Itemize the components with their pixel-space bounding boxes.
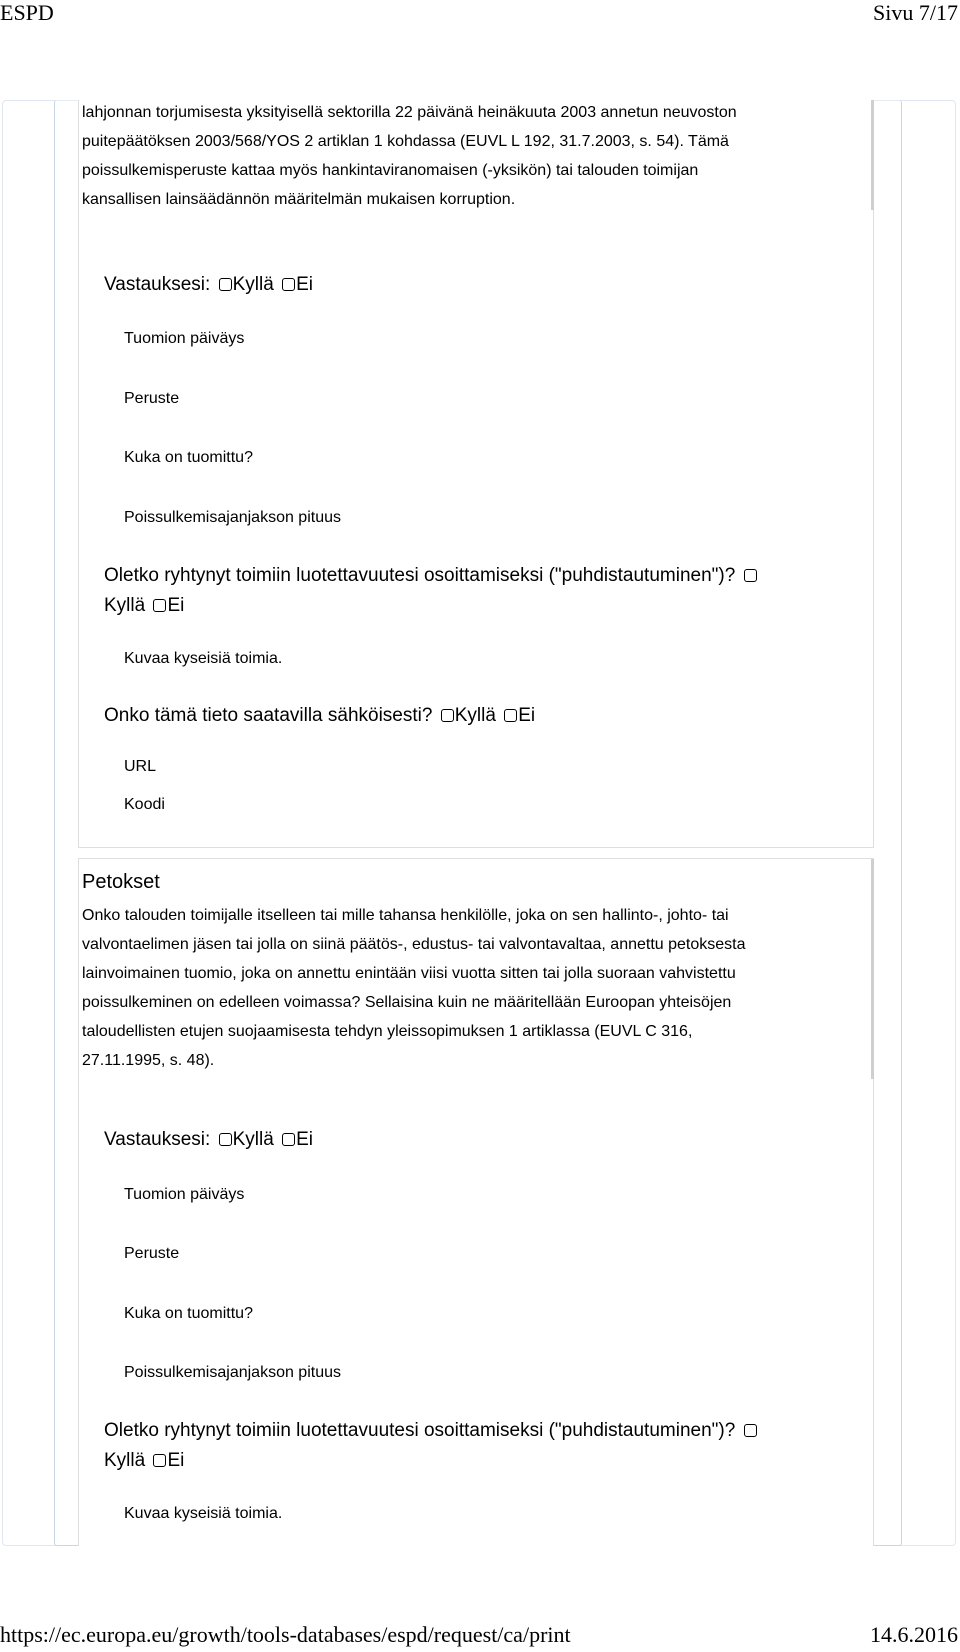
field-exclusion-period: Poissulkemisajanjakson pituus [124, 509, 341, 526]
field-code: Koodi [124, 796, 165, 813]
self-cleaning-label: Oletko ryhtynyt toimiin luotettavuutesi osoittamiseksi ("puhdistautuminen")? [104, 565, 736, 586]
yes-label: Kyllä [232, 274, 274, 295]
description-line: kansallisen lainsäädännön määritelmän mukaisen korruption. [82, 191, 516, 208]
field-convicted-person: Kuka on tuomittu? [124, 1305, 253, 1322]
self-cleaning-label: Oletko ryhtynyt toimiin luotettavuutesi osoittamiseksi ("puhdistautuminen")? [104, 1420, 736, 1441]
yes-checkbox[interactable] [744, 1424, 757, 1437]
description-line: poissulkemisperuste kattaa myös hankintaviranomaisen (-yksikön) tai talouden toimijan [82, 162, 699, 179]
description-line: lahjonnan torjumisesta yksityisellä sektorilla 22 päivänä heinäkuuta 2003 annetun neuvoston [82, 104, 737, 121]
no-checkbox[interactable] [282, 278, 295, 291]
no-checkbox[interactable] [153, 1454, 166, 1467]
field-judgement-date: Tuomion päiväys [124, 1186, 245, 1203]
no-label: Ei [167, 1450, 185, 1471]
answer-label: Vastauksesi: [104, 1129, 211, 1150]
field-url: URL [124, 758, 157, 775]
answer-label: Vastauksesi: [104, 274, 211, 295]
yes-checkbox[interactable] [219, 1133, 232, 1146]
no-checkbox[interactable] [282, 1133, 295, 1146]
field-describe-measures: Kuvaa kyseisiä toimia. [124, 650, 283, 667]
panel-edge [871, 859, 874, 1079]
description-line: valvontaelimen jäsen tai jolla on siinä päätös-, edustus- tai valvontavaltaa, annettu petoksesta [82, 936, 746, 953]
yes-checkbox[interactable] [219, 278, 232, 291]
no-label: Ei [518, 705, 536, 726]
panel-edge [871, 100, 874, 210]
criterion-description [82, 98, 737, 214]
description-line: poissulkeminen on edelleen voimassa? Sellaisina kuin ne määritellään Euroopan yhteisöjen [82, 994, 732, 1011]
answer-row [104, 274, 313, 296]
self-cleaning-question [104, 1420, 758, 1442]
field-basis: Peruste [124, 390, 180, 407]
no-checkbox[interactable] [153, 599, 166, 612]
print-header [0, 0, 960, 28]
electronic-availability-question [104, 705, 535, 727]
electronic-label: Onko tämä tieto saatavilla sähköisesti? [104, 705, 433, 726]
field-judgement-date: Tuomion päiväys [124, 330, 245, 347]
no-label: Ei [296, 1129, 313, 1150]
yes-label: Kyllä [454, 705, 496, 726]
description-line: taloudellisten etujen suojaamisesta tehdyn yleissopimuksen 1 artiklassa (EUVL C 316, [82, 1023, 693, 1040]
yes-checkbox[interactable] [441, 709, 454, 722]
yes-label: Kyllä [232, 1129, 274, 1150]
description-line: Onko talouden toimijalle itselleen tai mille tahansa henkilölle, joka on sen hallinto-, johto- tai [82, 907, 729, 924]
field-describe-measures: Kuvaa kyseisiä toimia. [124, 1505, 283, 1522]
answer-row [104, 1129, 313, 1151]
yes-label: Kyllä [104, 1450, 146, 1471]
page-url: https://ec.europa.eu/growth/tools-databases/espd/request/ca/print [0, 1622, 571, 1647]
field-convicted-person: Kuka on tuomittu? [124, 449, 253, 466]
no-checkbox[interactable] [504, 709, 517, 722]
yes-checkbox[interactable] [744, 569, 757, 582]
description-line: puitepäätöksen 2003/568/YOS 2 artiklan 1 kohdassa (EUVL L 192, 31.7.2003, s. 54). Tämä [82, 133, 729, 150]
description-line: lainvoimainen tuomio, joka on annettu enintään viisi vuotta sitten tai jolla suoraan vahvistettu [82, 965, 736, 982]
no-label: Ei [296, 274, 313, 295]
document-title: ESPD [0, 0, 54, 25]
criterion-description [82, 901, 746, 1075]
yes-label: Kyllä [104, 595, 146, 616]
self-cleaning-options [104, 1450, 184, 1472]
description-line: 27.11.1995, s. 48). [82, 1052, 215, 1069]
no-label: Ei [167, 595, 185, 616]
self-cleaning-options [104, 595, 184, 617]
criterion-title: Petokset [82, 871, 160, 893]
page-number: Sivu 7/17 [873, 0, 958, 25]
field-basis: Peruste [124, 1245, 180, 1262]
self-cleaning-question [104, 565, 758, 587]
field-exclusion-period: Poissulkemisajanjakson pituus [124, 1364, 341, 1381]
print-footer [0, 1622, 960, 1652]
print-date: 14.6.2016 [870, 1622, 958, 1647]
